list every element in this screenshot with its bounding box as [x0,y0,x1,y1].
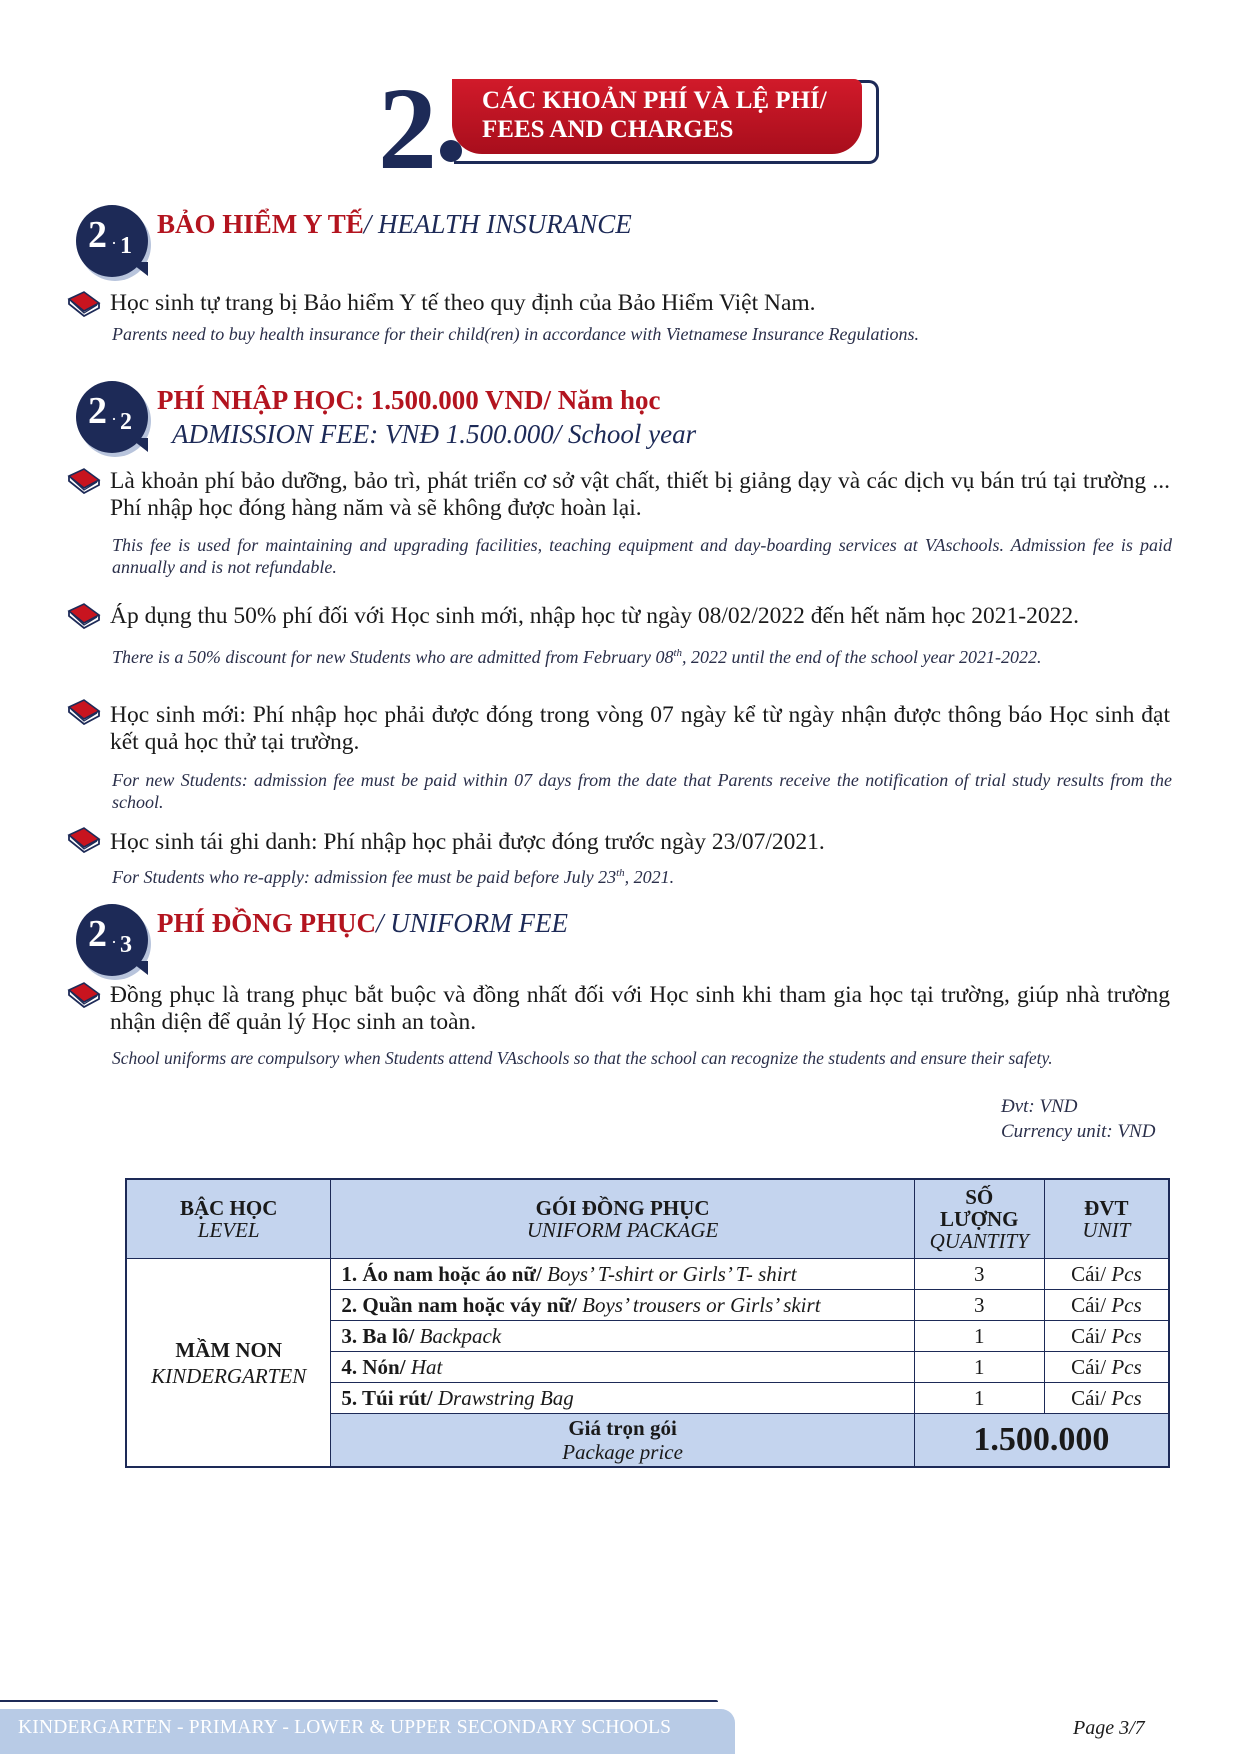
red-book-stack-icon [66,825,102,853]
package-item: 5. Túi rút/ Drawstring Bag [331,1383,914,1414]
quantity-cell: 1 [914,1352,1044,1383]
page-number: Page 3/7 [1073,1717,1145,1739]
red-book-stack-icon [66,289,102,317]
header-level: BẬC HỌC LEVEL [126,1179,331,1259]
section-number: 2 [378,63,433,194]
quantity-cell: 1 [914,1383,1044,1414]
bullet-vn: Học sinh mới: Phí nhập học phải được đóng trong vòng 07 ngày kể từ ngày nhận được thông báo Học sinh đạt kết quả học thử tại trường. [110,702,1170,755]
red-book-stack-icon [66,466,102,494]
bullet-vn: Học sinh tái ghi danh: Phí nhập học phải được đóng trước ngày 23/07/2021. [110,829,825,855]
section-title-2-2-en: ADMISSION FEE: VNĐ 1.500.000/ School year [172,419,697,449]
table-row [126,1259,1169,1290]
quantity-cell: 1 [914,1321,1044,1352]
currency-unit-vn: Đvt: VND [1001,1096,1078,1117]
unit-cell: Cái/ Pcs [1044,1383,1169,1414]
red-book-stack-icon [66,697,102,725]
package-item: 3. Ba lô/ Backpack [331,1321,914,1352]
red-book-stack-icon [66,980,102,1008]
footer-text: KINDERGARTEN - PRIMARY - LOWER & UPPER SECONDARY SCHOOLS [18,1717,672,1738]
unit-cell: Cái/ Pcs [1044,1321,1169,1352]
badge-tail [130,262,148,276]
quantity-cell: 3 [914,1259,1044,1290]
badge-tail [130,438,148,452]
bullet-vn: Đồng phục là trang phục bắt buộc và đồng nhất đối với Học sinh khi tham gia học tại trường, giúp nhà trường nhận diện để quản lý Học sinh an toàn. [110,982,1170,1035]
section-title-2-3: PHÍ ĐỒNG PHỤC/ UNIFORM FEE [157,908,568,938]
bullet-vn: Học sinh tự trang bị Bảo hiểm Y tế theo quy định của Bảo Hiểm Việt Nam. [110,290,816,316]
level-cell: MẦM NON KINDERGARTEN [126,1259,331,1468]
bullet-en: This fee is used for maintaining and upgrading facilities, teaching equipment and day-boarding services at VAschools. Admission fee is paid annually and is not refundable. [112,535,1172,577]
red-book-stack-icon [66,601,102,629]
banner-title-en: FEES AND CHARGES [482,116,734,143]
currency-unit-en: Currency unit: VND [1001,1121,1156,1142]
bullet-en: School uniforms are compulsory when Students attend VAschools so that the school can recognize the students and ensure their safety. [112,1048,1053,1068]
section-title-2-1: BẢO HIỂM Y TẾ/ HEALTH INSURANCE [157,209,632,239]
unit-cell: Cái/ Pcs [1044,1259,1169,1290]
bullet-en: For Students who re-apply: admission fee must be paid before July 23th, 2021. [112,867,675,887]
section-badge-2-2: 2 · 2 [76,381,148,453]
unit-cell: Cái/ Pcs [1044,1290,1169,1321]
badge-tail [130,961,148,975]
quantity-cell: 3 [914,1290,1044,1321]
package-price-label: Giá trọn gói Package price [331,1414,914,1468]
package-item: 2. Quần nam hoặc váy nữ/ Boys’ trousers or Girls’ skirt [331,1290,914,1321]
table-header-row [126,1179,1169,1259]
bullet-en: For new Students: admission fee must be paid within 07 days from the date that Parents receive the notification of trial study results from the school. [112,770,1172,812]
section-badge-2-1: 2 · 1 [76,205,148,277]
uniform-table [125,1178,1170,1468]
bullet-vn: Là khoản phí bảo dưỡng, bảo trì, phát triển cơ sở vật chất, thiết bị giảng dạy và các dịch vụ bán trú tại trường ... Phí nhập học đóng hàng năm và sẽ không được hoàn lại. [110,468,1170,521]
footer-line [0,1700,718,1702]
package-item: 1. Áo nam hoặc áo nữ/ Boys’ T-shirt or Girls’ T- shirt [331,1259,914,1290]
section-title-2-2-vn: PHÍ NHẬP HỌC: 1.500.000 VND/ Năm học [157,385,661,415]
header-package: GÓI ĐỒNG PHỤC UNIFORM PACKAGE [331,1179,914,1259]
section-banner [452,79,862,154]
bullet-en: Parents need to buy health insurance for their child(ren) in accordance with Vietnamese Insurance Regulations. [112,324,919,344]
banner-title-vn: CÁC KHOẢN PHÍ VÀ LỆ PHÍ/ [482,87,827,114]
header-quantity: SỐ LƯỢNG QUANTITY [914,1179,1044,1259]
package-price-value: 1.500.000 [914,1414,1169,1468]
unit-cell: Cái/ Pcs [1044,1352,1169,1383]
header-unit: ĐVT UNIT [1044,1179,1169,1259]
bullet-en: There is a 50% discount for new Students who are admitted from February 08th, 2022 until the end of the school year 2021-2022. [112,647,1042,667]
section-badge-2-3: 2 · 3 [76,904,148,976]
package-item: 4. Nón/ Hat [331,1352,914,1383]
bullet-vn: Áp dụng thu 50% phí đối với Học sinh mới, nhập học từ ngày 08/02/2022 đến hết năm học 2021-2022. [110,603,1079,629]
